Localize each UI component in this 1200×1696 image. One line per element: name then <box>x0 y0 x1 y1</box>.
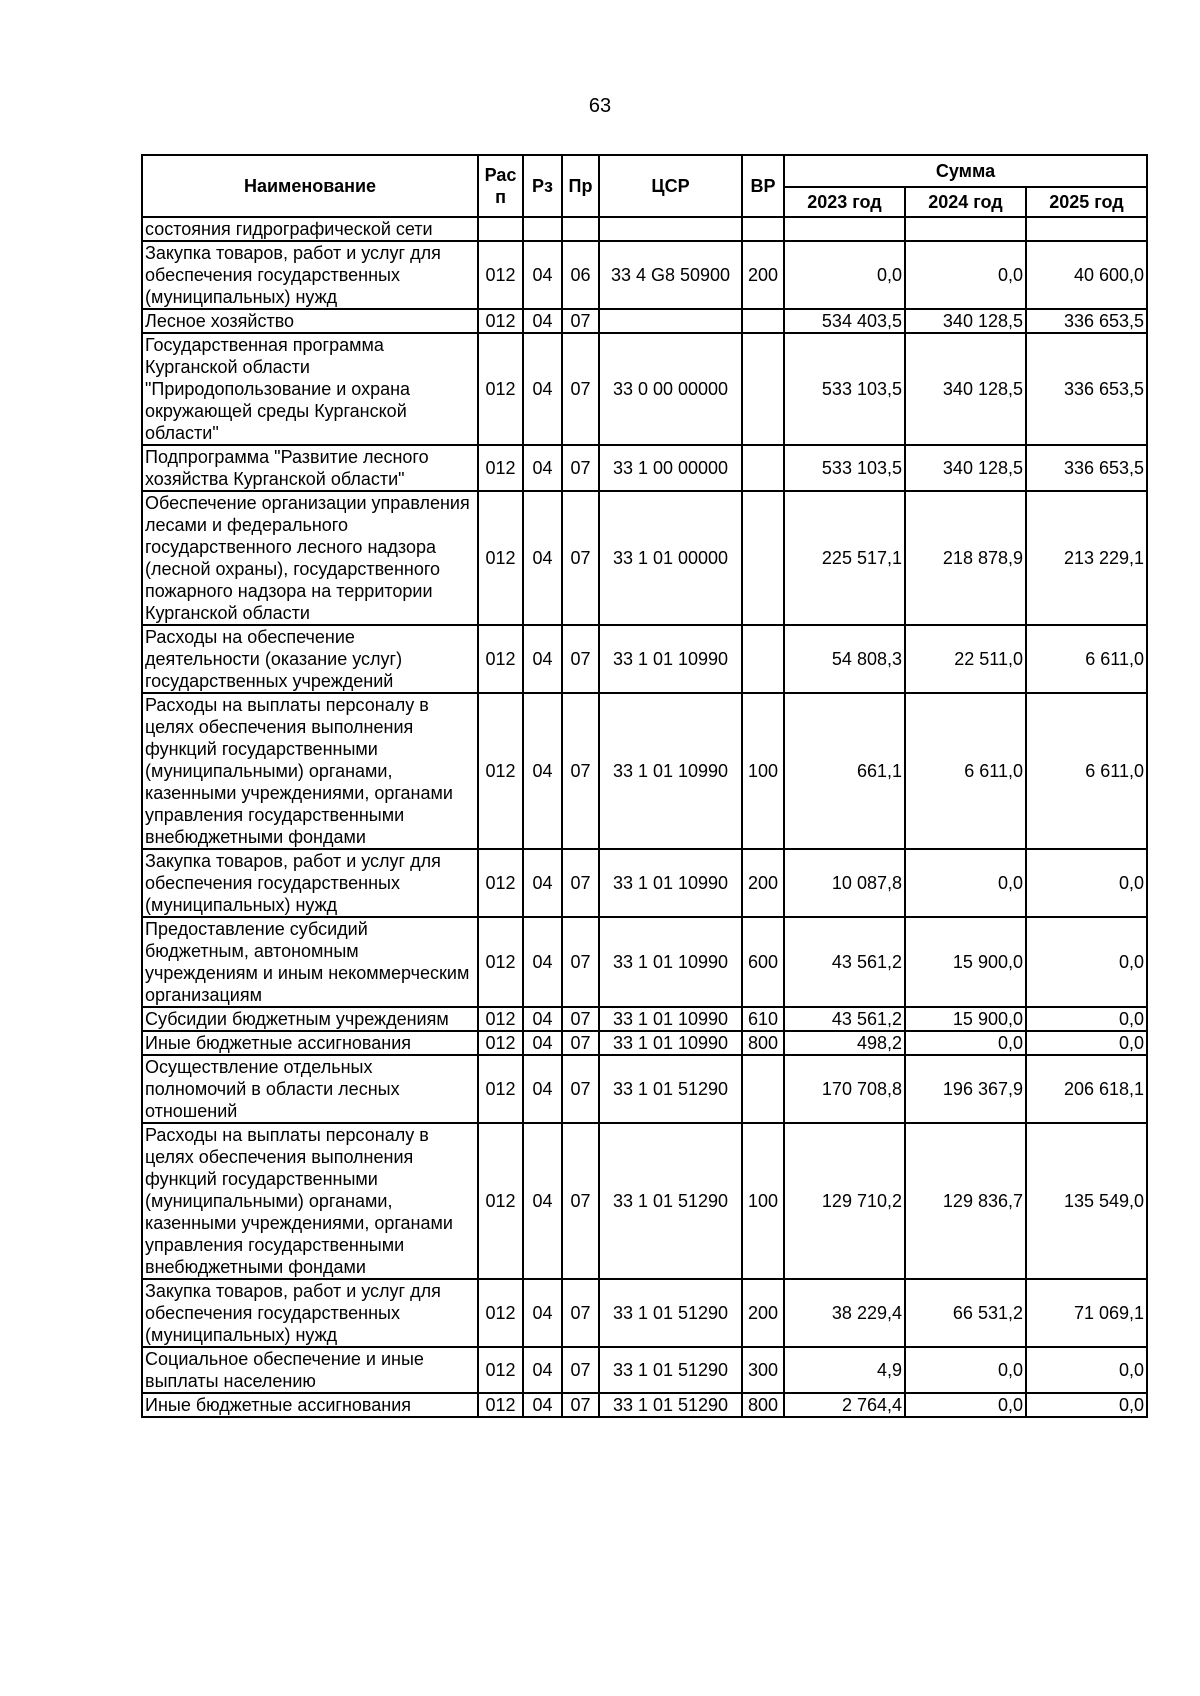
row-amount-2023: 4,9 <box>784 1347 905 1393</box>
row-rz: 04 <box>523 241 562 309</box>
row-amount-2023: 43 561,2 <box>784 1007 905 1031</box>
row-amount-2023: 225 517,1 <box>784 491 905 625</box>
row-csr: 33 1 01 10990 <box>599 917 742 1007</box>
row-csr: 33 1 01 10990 <box>599 849 742 917</box>
row-name: Обеспечение организации управления лесами и федерального государственного лесного надзора (лесной охраны), государственного пожарного надзора на территории Курганской области <box>142 491 478 625</box>
row-csr: 33 1 01 10990 <box>599 693 742 849</box>
table-row <box>142 309 1147 333</box>
header-year-2024: 2024 год <box>905 187 1026 217</box>
row-amount-2025: 213 229,1 <box>1026 491 1147 625</box>
row-amount-2025: 0,0 <box>1026 1347 1147 1393</box>
header-year-2023: 2023 год <box>784 187 905 217</box>
row-amount-2024 <box>905 217 1026 241</box>
row-csr: 33 1 01 10990 <box>599 625 742 693</box>
row-name: Закупка товаров, работ и услуг для обеспечения государственных (муниципальных) нужд <box>142 241 478 309</box>
row-rz: 04 <box>523 333 562 445</box>
row-amount-2025: 0,0 <box>1026 1007 1147 1031</box>
row-rasp: 012 <box>478 1279 523 1347</box>
row-amount-2025: 0,0 <box>1026 1393 1147 1417</box>
row-name: Расходы на обеспечение деятельности (оказание услуг) государственных учреждений <box>142 625 478 693</box>
header-rasp: Рас п <box>478 155 523 217</box>
row-csr: 33 1 01 10990 <box>599 1031 742 1055</box>
row-rz: 04 <box>523 1393 562 1417</box>
row-pr: 07 <box>562 333 599 445</box>
table-row <box>142 1055 1147 1123</box>
row-rz: 04 <box>523 445 562 491</box>
row-rasp: 012 <box>478 1055 523 1123</box>
row-name: Предоставление субсидий бюджетным, автономным учреждениям и иным некоммерческим организациям <box>142 917 478 1007</box>
row-amount-2024: 15 900,0 <box>905 1007 1026 1031</box>
row-name: Расходы на выплаты персоналу в целях обеспечения выполнения функций государственными (муниципальными) органами, казенными учреждениями, органами управления государственными внебюджетными фондами <box>142 1123 478 1279</box>
row-amount-2024: 0,0 <box>905 849 1026 917</box>
row-amount-2023: 54 808,3 <box>784 625 905 693</box>
row-amount-2023: 38 229,4 <box>784 1279 905 1347</box>
row-amount-2023 <box>784 217 905 241</box>
row-amount-2025 <box>1026 217 1147 241</box>
row-rasp: 012 <box>478 333 523 445</box>
row-pr: 07 <box>562 1393 599 1417</box>
row-csr: 33 1 01 51290 <box>599 1123 742 1279</box>
row-rasp: 012 <box>478 1031 523 1055</box>
page-number: 63 <box>588 95 612 117</box>
row-rasp: 012 <box>478 625 523 693</box>
table-row <box>142 217 1147 241</box>
row-rasp: 012 <box>478 849 523 917</box>
row-rasp: 012 <box>478 1123 523 1279</box>
row-rz: 04 <box>523 625 562 693</box>
row-amount-2023: 43 561,2 <box>784 917 905 1007</box>
header-sum: Сумма <box>784 155 1147 187</box>
row-amount-2023: 498,2 <box>784 1031 905 1055</box>
table-row <box>142 1031 1147 1055</box>
row-pr: 07 <box>562 1007 599 1031</box>
row-name: Иные бюджетные ассигнования <box>142 1031 478 1055</box>
row-name: Закупка товаров, работ и услуг для обеспечения государственных (муниципальных) нужд <box>142 849 478 917</box>
row-rz: 04 <box>523 491 562 625</box>
row-csr: 33 4 G8 50900 <box>599 241 742 309</box>
table-row <box>142 491 1147 625</box>
row-csr: 33 1 01 51290 <box>599 1055 742 1123</box>
table-row <box>142 1347 1147 1393</box>
row-name: состояния гидрографической сети <box>142 217 478 241</box>
row-amount-2025: 0,0 <box>1026 849 1147 917</box>
row-rz <box>523 217 562 241</box>
table-row <box>142 1007 1147 1031</box>
table-row <box>142 849 1147 917</box>
row-rasp: 012 <box>478 1393 523 1417</box>
row-vr: 300 <box>742 1347 784 1393</box>
row-vr <box>742 333 784 445</box>
row-rz: 04 <box>523 1123 562 1279</box>
table-row <box>142 625 1147 693</box>
row-rasp: 012 <box>478 693 523 849</box>
row-rz: 04 <box>523 1347 562 1393</box>
row-amount-2024: 0,0 <box>905 1347 1026 1393</box>
row-amount-2024: 0,0 <box>905 241 1026 309</box>
row-rz: 04 <box>523 693 562 849</box>
row-vr: 100 <box>742 1123 784 1279</box>
row-amount-2023: 0,0 <box>784 241 905 309</box>
row-rasp: 012 <box>478 491 523 625</box>
table-row <box>142 917 1147 1007</box>
row-amount-2023: 170 708,8 <box>784 1055 905 1123</box>
row-pr: 07 <box>562 849 599 917</box>
row-amount-2024: 0,0 <box>905 1393 1026 1417</box>
row-csr: 33 1 01 00000 <box>599 491 742 625</box>
row-pr: 07 <box>562 1123 599 1279</box>
row-pr: 07 <box>562 1347 599 1393</box>
row-amount-2023: 661,1 <box>784 693 905 849</box>
table-row <box>142 693 1147 849</box>
row-name: Осуществление отдельных полномочий в области лесных отношений <box>142 1055 478 1123</box>
row-rasp: 012 <box>478 1347 523 1393</box>
row-csr: 33 1 01 51290 <box>599 1279 742 1347</box>
row-amount-2024: 15 900,0 <box>905 917 1026 1007</box>
table-row <box>142 445 1147 491</box>
row-pr: 07 <box>562 625 599 693</box>
row-name: Закупка товаров, работ и услуг для обеспечения государственных (муниципальных) нужд <box>142 1279 478 1347</box>
row-rasp: 012 <box>478 309 523 333</box>
row-amount-2024: 218 878,9 <box>905 491 1026 625</box>
row-amount-2025: 206 618,1 <box>1026 1055 1147 1123</box>
row-amount-2024: 66 531,2 <box>905 1279 1026 1347</box>
row-name: Иные бюджетные ассигнования <box>142 1393 478 1417</box>
row-vr: 600 <box>742 917 784 1007</box>
row-vr: 800 <box>742 1393 784 1417</box>
row-rasp: 012 <box>478 241 523 309</box>
row-pr: 07 <box>562 1031 599 1055</box>
budget-table <box>141 154 1148 1418</box>
table-body <box>142 217 1147 1417</box>
header-rz: Рз <box>523 155 562 217</box>
row-amount-2023: 2 764,4 <box>784 1393 905 1417</box>
row-csr: 33 1 01 51290 <box>599 1347 742 1393</box>
row-pr: 06 <box>562 241 599 309</box>
table-row <box>142 1279 1147 1347</box>
row-pr: 07 <box>562 445 599 491</box>
row-pr: 07 <box>562 491 599 625</box>
row-rz: 04 <box>523 309 562 333</box>
row-pr <box>562 217 599 241</box>
row-amount-2025: 336 653,5 <box>1026 333 1147 445</box>
row-pr: 07 <box>562 1279 599 1347</box>
row-name: Подпрограмма "Развитие лесного хозяйства Курганской области" <box>142 445 478 491</box>
row-rz: 04 <box>523 1007 562 1031</box>
row-amount-2024: 340 128,5 <box>905 333 1026 445</box>
row-vr <box>742 491 784 625</box>
row-rz: 04 <box>523 849 562 917</box>
row-vr: 200 <box>742 241 784 309</box>
row-csr <box>599 217 742 241</box>
row-vr <box>742 1055 784 1123</box>
row-amount-2024: 6 611,0 <box>905 693 1026 849</box>
row-rasp: 012 <box>478 1007 523 1031</box>
row-amount-2025: 0,0 <box>1026 917 1147 1007</box>
row-amount-2024: 340 128,5 <box>905 445 1026 491</box>
row-vr: 200 <box>742 1279 784 1347</box>
header-name: Наименование <box>142 155 478 217</box>
row-csr: 33 0 00 00000 <box>599 333 742 445</box>
row-rasp: 012 <box>478 445 523 491</box>
row-amount-2023: 534 403,5 <box>784 309 905 333</box>
row-vr <box>742 445 784 491</box>
row-rz: 04 <box>523 917 562 1007</box>
row-amount-2024: 196 367,9 <box>905 1055 1026 1123</box>
row-pr: 07 <box>562 693 599 849</box>
row-amount-2025: 336 653,5 <box>1026 309 1147 333</box>
header-year-2025: 2025 год <box>1026 187 1147 217</box>
row-amount-2023: 533 103,5 <box>784 445 905 491</box>
row-amount-2025: 0,0 <box>1026 1031 1147 1055</box>
row-amount-2025: 336 653,5 <box>1026 445 1147 491</box>
row-name: Лесное хозяйство <box>142 309 478 333</box>
row-rasp: 012 <box>478 917 523 1007</box>
row-vr: 100 <box>742 693 784 849</box>
row-vr: 610 <box>742 1007 784 1031</box>
row-vr: 200 <box>742 849 784 917</box>
row-csr: 33 1 01 10990 <box>599 1007 742 1031</box>
row-pr: 07 <box>562 309 599 333</box>
row-rz: 04 <box>523 1055 562 1123</box>
header-pr: Пр <box>562 155 599 217</box>
row-vr <box>742 309 784 333</box>
table-row <box>142 1393 1147 1417</box>
row-name: Государственная программа Курганской области "Природопользование и охрана окружающей среды Курганской области" <box>142 333 478 445</box>
row-csr <box>599 309 742 333</box>
row-csr: 33 1 00 00000 <box>599 445 742 491</box>
row-amount-2025: 71 069,1 <box>1026 1279 1147 1347</box>
row-amount-2024: 0,0 <box>905 1031 1026 1055</box>
row-rz: 04 <box>523 1031 562 1055</box>
row-vr: 800 <box>742 1031 784 1055</box>
row-amount-2024: 129 836,7 <box>905 1123 1026 1279</box>
row-amount-2024: 22 511,0 <box>905 625 1026 693</box>
header-vr: ВР <box>742 155 784 217</box>
row-amount-2024: 340 128,5 <box>905 309 1026 333</box>
row-name: Расходы на выплаты персоналу в целях обеспечения выполнения функций государственными (муниципальными) органами, казенными учреждениями, органами управления государственными внебюджетными фондами <box>142 693 478 849</box>
table-row <box>142 333 1147 445</box>
row-amount-2025: 6 611,0 <box>1026 625 1147 693</box>
table-row <box>142 241 1147 309</box>
table-row <box>142 1123 1147 1279</box>
row-amount-2023: 10 087,8 <box>784 849 905 917</box>
row-pr: 07 <box>562 917 599 1007</box>
header-csr: ЦСР <box>599 155 742 217</box>
row-name: Субсидии бюджетным учреждениям <box>142 1007 478 1031</box>
row-amount-2025: 135 549,0 <box>1026 1123 1147 1279</box>
row-pr: 07 <box>562 1055 599 1123</box>
row-rz: 04 <box>523 1279 562 1347</box>
row-name: Социальное обеспечение и иные выплаты населению <box>142 1347 478 1393</box>
row-rasp <box>478 217 523 241</box>
row-vr <box>742 625 784 693</box>
row-amount-2023: 533 103,5 <box>784 333 905 445</box>
table-header <box>142 155 1147 217</box>
row-amount-2025: 40 600,0 <box>1026 241 1147 309</box>
row-amount-2023: 129 710,2 <box>784 1123 905 1279</box>
row-vr <box>742 217 784 241</box>
row-csr: 33 1 01 51290 <box>599 1393 742 1417</box>
row-amount-2025: 6 611,0 <box>1026 693 1147 849</box>
